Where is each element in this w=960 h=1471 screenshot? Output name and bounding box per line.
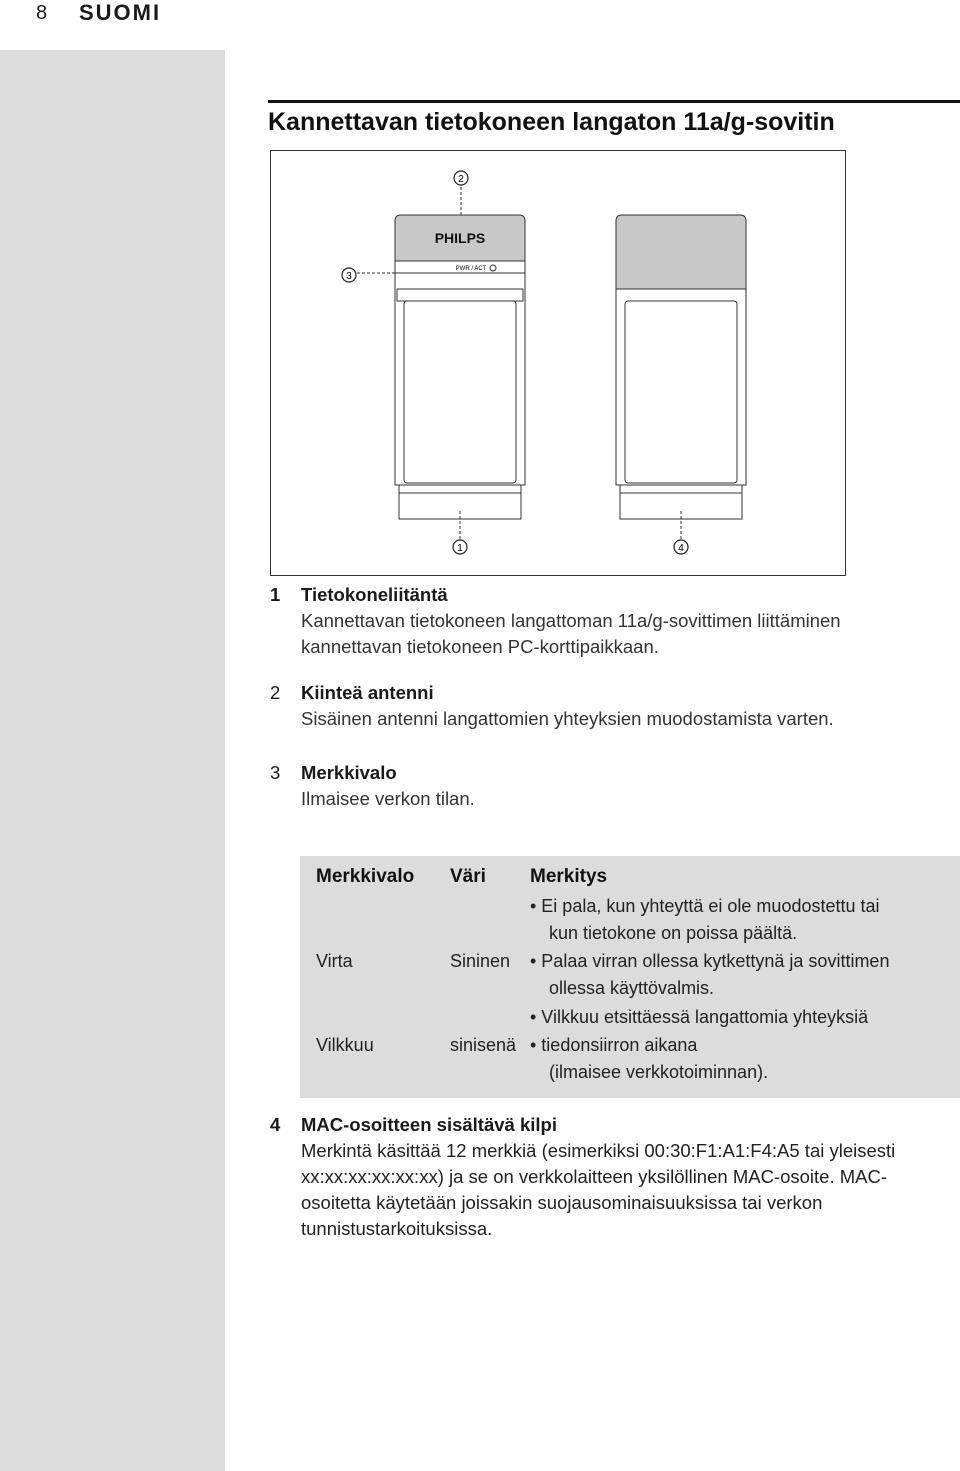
callout-2-label: 2 bbox=[458, 174, 464, 185]
description-line: osoitetta käytetään joissakin suojausominaisuuksissa tai verkon bbox=[301, 1192, 823, 1213]
column-header-indicator: Merkkivalo bbox=[316, 866, 415, 887]
page-title: Kannettavan tietokoneen langaton 11a/g-sovitin bbox=[268, 108, 835, 136]
item-heading: MAC-osoitteen sisältävä kilpi bbox=[301, 1114, 557, 1135]
description-line: tunnistustarkoituksissa. bbox=[301, 1218, 493, 1239]
title-rule bbox=[268, 100, 960, 103]
meaning-line: • Ei pala, kun yhteyttä ei ole muodostettu tai bbox=[530, 896, 880, 916]
description-line: xx:xx:xx:xx:xx:xx) ja se on verkkolaitteen yksilöllinen MAC-osoite. MAC- bbox=[301, 1166, 888, 1187]
adapter-illustration bbox=[271, 151, 847, 577]
indicator-name: Virta bbox=[316, 951, 353, 971]
section-language: SUOMI bbox=[79, 0, 162, 25]
column-header-meaning: Merkitys bbox=[530, 866, 608, 887]
page-margin-band bbox=[0, 50, 225, 1471]
page-number: 8 bbox=[36, 2, 48, 24]
item-number: 3 bbox=[270, 762, 281, 783]
page-header bbox=[0, 0, 960, 28]
item-description bbox=[301, 608, 841, 660]
adapter-back-view bbox=[616, 215, 746, 519]
item-description bbox=[301, 1138, 895, 1242]
led-label: PWR / ACT bbox=[455, 266, 487, 272]
adapter-figure bbox=[270, 150, 846, 576]
callout-4-label: 4 bbox=[678, 543, 684, 554]
callout-3-label: 3 bbox=[346, 271, 352, 282]
meaning-line: • tiedonsiirron aikana bbox=[530, 1035, 698, 1055]
item-heading: Tietokoneliitäntä bbox=[301, 584, 448, 605]
item-number: 1 bbox=[270, 584, 281, 605]
item-number: 2 bbox=[270, 682, 281, 703]
description-line: Kannettavan tietokoneen langattoman 11a/g-sovittimen liittäminen bbox=[301, 610, 841, 631]
indicator-color: sinisenä bbox=[450, 1035, 517, 1055]
indicator-table bbox=[300, 856, 960, 1098]
callout-1-label: 1 bbox=[457, 543, 463, 554]
meaning-line: • Vilkkuu etsittäessä langattomia yhteyksiä bbox=[530, 1007, 869, 1027]
item-description bbox=[301, 786, 475, 812]
column-header-color: Väri bbox=[450, 866, 486, 887]
meaning-line: • Palaa virran ollessa kytkettynä ja sovittimen bbox=[530, 951, 890, 971]
brand-logo: PHILPS bbox=[434, 230, 486, 246]
description-line: kannettavan tietokoneen PC-korttipaikkaan. bbox=[301, 636, 659, 657]
led-indicator bbox=[490, 265, 496, 271]
item-heading: Kiinteä antenni bbox=[301, 682, 434, 703]
item-number: 4 bbox=[270, 1114, 281, 1135]
description-line: Sisäinen antenni langattomien yhteyksien muodostamista varten. bbox=[301, 708, 834, 729]
meaning-line: (ilmaisee verkkotoiminnan). bbox=[549, 1062, 769, 1082]
description-line: Merkintä käsittää 12 merkkiä (esimerkiksi 00:30:F1:A1:F4:A5 tai yleisesti bbox=[301, 1140, 896, 1161]
adapter-front-view bbox=[395, 215, 525, 519]
description-line: Ilmaisee verkon tilan. bbox=[301, 788, 475, 809]
indicator-name: Vilkkuu bbox=[316, 1035, 374, 1055]
meaning-line: kun tietokone on poissa päältä. bbox=[549, 923, 798, 943]
item-description bbox=[301, 706, 834, 732]
meaning-line: ollessa käyttövalmis. bbox=[549, 978, 715, 998]
item-heading: Merkkivalo bbox=[301, 762, 397, 783]
indicator-color: Sininen bbox=[450, 951, 511, 971]
